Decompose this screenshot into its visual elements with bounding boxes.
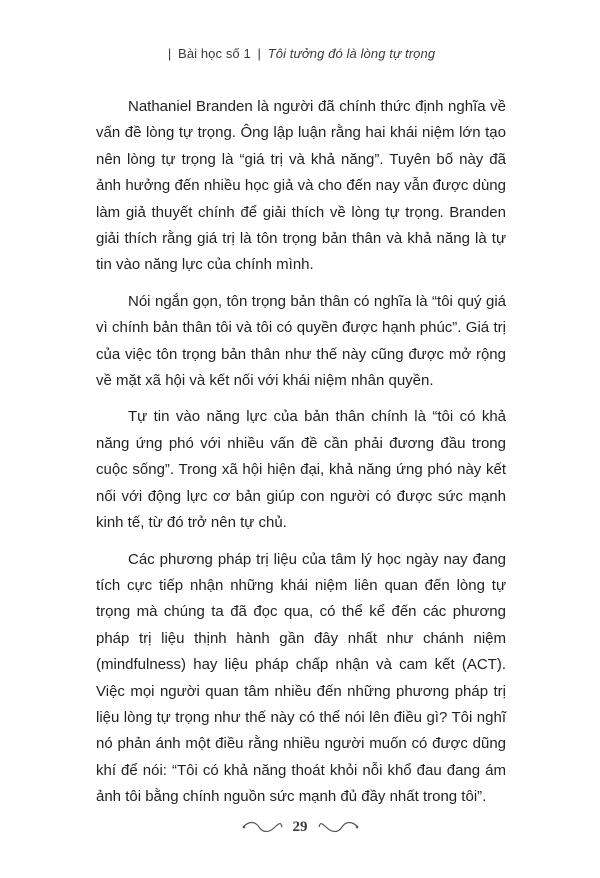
header-separator-left: |	[167, 46, 172, 61]
flourish-right-icon	[318, 821, 360, 833]
page-folio	[0, 812, 600, 842]
header-separator-middle: |	[257, 46, 261, 61]
paragraph-1: Nathaniel Branden là người đã chính thức định nghĩa về vấn đề lòng tự trọng. Ông lập luận rằng hai khái niệm lớn tạo nên lòng tự trọng là “giá trị và khả năng”. Tuyên bố này đã ảnh hưởng đến nhiều học giả và cho đến nay vẫn được dùng làm giả thuyết chính để giải thích về lòng tự trọng. Branden giải thích rằng giá trị là tôn trọng bản thân và khả năng là tự tin vào năng lực của chính mình.	[96, 98, 506, 274]
flourish-left-icon	[241, 821, 283, 833]
page-number: 29	[292, 818, 308, 835]
paragraph-3: Tự tin vào năng lực của bản thân chính là “tôi có khả năng ứng phó với nhiều vấn đề cần phải đương đầu trong cuộc sống”. Trong xã hội hiện đại, khả năng ứng phó này kết nối với động lực cơ bản giúp con người có được sức mạnh kinh tế, từ đó trở nên tự chủ.	[96, 408, 506, 532]
running-header	[0, 46, 600, 61]
paragraph-2: Nói ngắn gọn, tôn trọng bản thân có nghĩa là “tôi quý giá vì chính bản thân tôi và tôi có quyền được hạnh phúc”. Giá trị của việc tôn trọng bản thân như thế này cũng được mở rộng về mặt xã hội và kết nối với khái niệm nhân quyền.	[96, 292, 506, 390]
chapter-title: Tôi tưởng đó là lòng tự trọng	[267, 46, 436, 61]
paragraph-4: Các phương pháp trị liệu của tâm lý học ngày nay đang tích cực tiếp nhận những khái niệm liên quan đến lòng tự trọng mà chúng ta đã đọc qua, có thể kể đến các phương pháp trị liệu thịnh hành gần đây nhất như chánh niệm (mindfulness) hay liệu pháp chấp nhận và cam kết (ACT). Việc mọi người quan tâm nhiều đến những phương pháp trị liệu lòng tự trọng như thế này có thể nói lên điều gì? Tôi nghĩ nó phản ánh một điều rằng nhiều người muốn có được dũng khí để nói: “Tôi có khả năng thoát khỏi nỗi khổ đau đang ám ảnh tôi bằng chính nguồn sức mạnh đủ đầy nhất trong tôi”.	[96, 550, 506, 806]
body-text	[96, 94, 506, 821]
book-section-label: Bài học số 1	[178, 46, 251, 61]
